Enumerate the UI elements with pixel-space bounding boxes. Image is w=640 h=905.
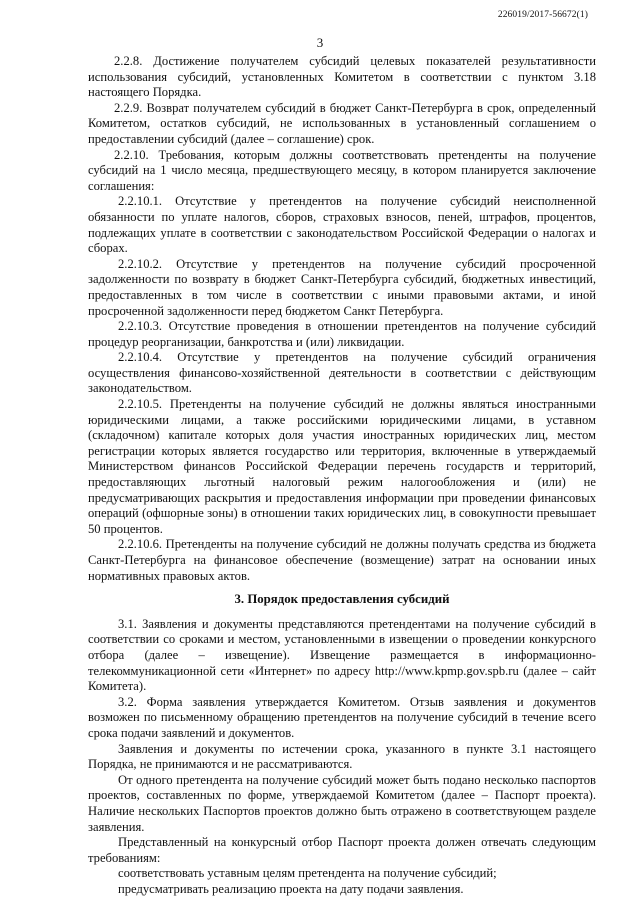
paragraph-2-2-10-1: 2.2.10.1. Отсутствие у претендентов на получение субсидий неисполненной обязанности по уплате налогов, сборов, страховых взносов, пеней, штрафов, процентов, подлежащих уплате в соответствии с законодательством Российской Федерации о налогах и сборах. [88, 194, 596, 256]
paragraph-2-2-9: 2.2.9. Возврат получателем субсидий в бюджет Санкт-Петербурга в срок, определенный Комитетом, остатков субсидий, не использованных в установленный соглашением о предоставлении субсидий (далее – соглашение) срок. [88, 100, 596, 146]
paragraph-2-2-10-2: 2.2.10.2. Отсутствие у претендентов на получение субсидий просроченной задолженности по возврату в бюджет Санкт-Петербурга субсидий, бюджетных инвестиций, предоставленных в том числе в соответствии с иными правовыми актами, и иной просроченной задолженности перед бюджетом Санкт Петербурга. [88, 256, 596, 318]
paragraph-2-2-10: 2.2.10. Требования, которым должны соответствовать претенденты на получение субсидий на 1 число месяца, предшествующего месяцу, в котором планируется заключение соглашения: [88, 147, 596, 193]
paragraph-requirements: Представленный на конкурсный отбор Паспорт проекта должен отвечать следующим требованиям: [88, 835, 596, 865]
requirement-item-2: предусматривать реализацию проекта на дату подачи заявления. [118, 881, 464, 896]
requirement-item-1: соответствовать уставным целям претендента на получение субсидий; [118, 866, 497, 881]
document-body [88, 54, 596, 897]
paragraph-3-2: 3.2. Форма заявления утверждается Комитетом. Отзыв заявления и документов возможен по письменному обращению претендентов на получение субсидий в течение всего срока подачи заявлений и документов. [88, 694, 596, 740]
paragraph-project-passports: От одного претендента на получение субсидий может быть подано несколько паспортов проектов, составленных по форме, утверждаемой Комитетом (далее – Паспорт проекта). Наличие нескольких Паспортов проектов должно быть отражено в соответствующем разделе заявления. [88, 772, 596, 834]
paragraph-2-2-10-3: 2.2.10.3. Отсутствие проведения в отношении претендентов на получение субсидий процедур реорганизации, банкротства и (или) ликвидации. [88, 319, 596, 349]
paragraph-2-2-10-6: 2.2.10.6. Претенденты на получение субсидий не должны получать средства из бюджета Санкт-Петербурга на финансовое обеспечение (возмещение) затрат на основании иных нормативных правовых актов. [88, 537, 596, 583]
paragraph-3-1: 3.1. Заявления и документы представляются претендентами на получение субсидий в соответствии со сроками и местом, установленными в извещении о проведении конкурсного отбора (далее – извещение). Извещение размещается в информационно-телекоммуникационной сети «Интернет» по адресу http://www.kpmp.gov.spb.ru (далее – сайт Комитета). [88, 616, 596, 694]
paragraph-2-2-8: 2.2.8. Достижение получателем субсидий целевых показателей результативности использования субсидий, установленных Комитетом в соответствии с пунктом 3.18 настоящего Порядка. [88, 54, 596, 100]
page-number: 3 [316, 35, 324, 50]
paragraph-2-2-10-4: 2.2.10.4. Отсутствие у претендентов на получение субсидий ограничения осуществления финансово-хозяйственной деятельности в соответствии с действующим законодательством. [88, 350, 596, 396]
paragraph-2-2-10-5: 2.2.10.5. Претенденты на получение субсидий не должны являться иностранными юридическими лицами, а также российскими юридическими лицами, в уставном (складочном) капитале которых доля участия иностранных юридических лиц, местом регистрации которых является государство или территория, включенные в утверждаемый Министерством финансов Российской Федерации перечень государств и территорий, предоставляющих льготный налоговый режим налогообложения и (или) не предусматривающих раскрытия и предоставления информации при проведении финансовых операций (офшорные зоны) в отношении таких юридических лиц, в совокупности превышает 50 процентов. [88, 397, 596, 536]
paragraph-deadline: Заявления и документы по истечении срока, указанного в пункте 3.1 настоящего Порядка, не принимаются и не рассматриваются. [88, 741, 596, 772]
document-id: 226019/2017-56672(1) [497, 10, 588, 20]
section-title: 3. Порядок предоставления субсидий [234, 592, 450, 607]
